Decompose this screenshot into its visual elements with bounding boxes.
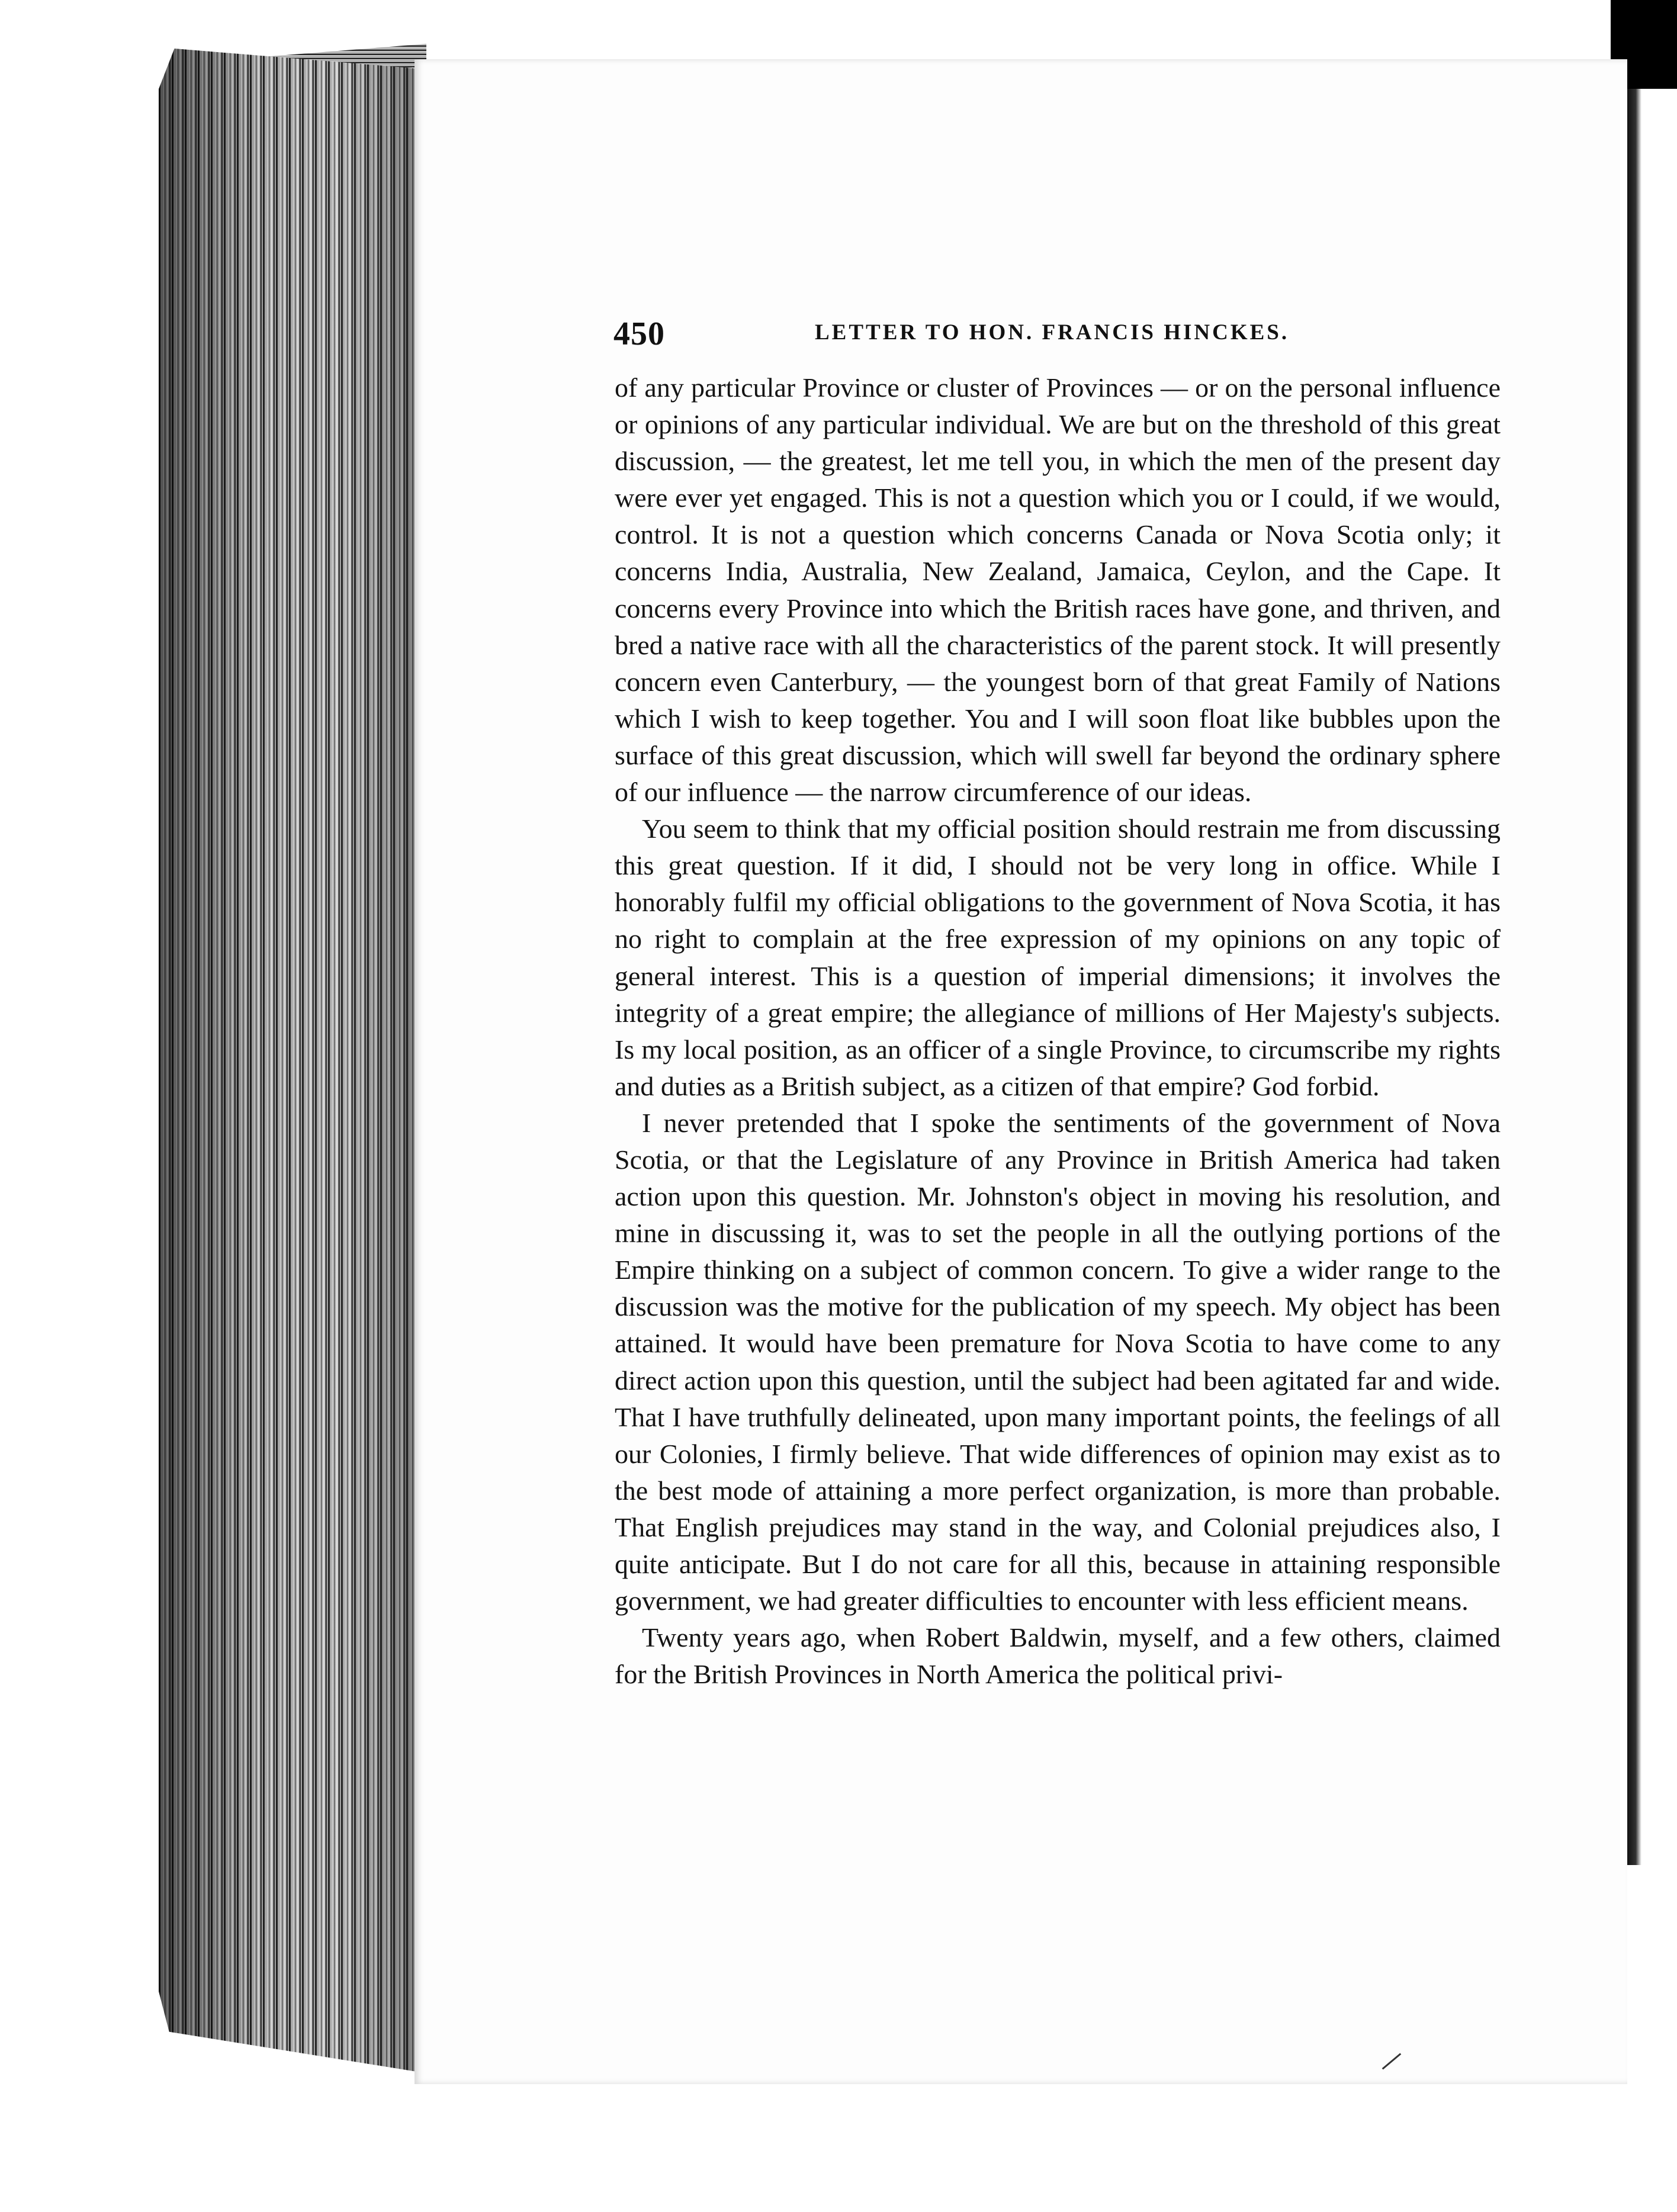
paragraph: Twenty years ago, when Robert Baldwin, myself, and a few others, claimed for the British Provinces in North America the political privi- — [615, 1622, 1501, 1690]
book-page-edges — [159, 49, 420, 2072]
paragraph: You seem to think that my official position should restrain me from discussing this great question. If it did, I should not be very long in office. While I honorably fulfil my official obligations to the government of Nova Scotia, it has no right to complain at the free expression of my opinions on any topic of general interest. This is a question of imperial dimensions; it involves the integrity of a great empire; the allegiance of millions of Her Majesty's subjects. Is my local position, as an officer of a single Province, to circumscribe my rights and duties as a British subject, as a citizen of that empire? God forbid. — [615, 814, 1501, 1101]
body-text — [615, 369, 1501, 1693]
paragraph: of any particular Province or cluster of Provinces — or on the personal influence or opinions of any particular individual. We are but on the threshold of this great discussion, — the greatest, let me tell you, in which the men of the present day were ever yet engaged. This is not a question which you or I could, if we would, control. It is not a question which concerns Canada or Nova Scotia only; it concerns India, Australia, New Zealand, Jamaica, Ceylon, and the Cape. It concerns every Province into which the British races have gone, and thriven, and bred a native race with all the characteristics of the parent stock. It will presently concern even Canterbury, — the youngest born of that great Family of Nations which I wish to keep together. You and I will soon float like bubbles upon the surface of this great discussion, which will swell far beyond the ordinary sphere of our influence — the narrow circumference of our ideas. — [615, 372, 1501, 808]
running-title: LETTER TO HON. FRANCIS HINCKES. — [815, 320, 1290, 345]
page-header — [613, 315, 1488, 351]
paragraph: I never pretended that I spoke the sentiments of the government of Nova Scotia, or that the Legislature of any Province in British America had taken action upon this question. Mr. Johnston's object in moving his resolution, and mine in discussing it, was to set the people in all the outlying portions of the Empire thinking on a subject of common concern. To give a wider range to the discussion was the motive for the publication of my speech. My object has been attained. It would have been premature for Nova Scotia to have come to any direct action upon this question, until the subject had been agitated far and wide. That I have truthfully delineated, upon many important points, the feelings of all our Colonies, I firmly believe. That wide differences of opinion may exist as to the best mode of attaining a more perfect organization, is more than probable. That English prejudices may stand in the way, and Colonial prejudices also, I quite anticipate. But I do not care for all this, because in attaining responsible government, we had greater difficulties to encounter with less efficient means. — [615, 1107, 1501, 1616]
page-number: 450 — [613, 316, 665, 352]
book-right-edge-shadow — [1627, 89, 1641, 1865]
